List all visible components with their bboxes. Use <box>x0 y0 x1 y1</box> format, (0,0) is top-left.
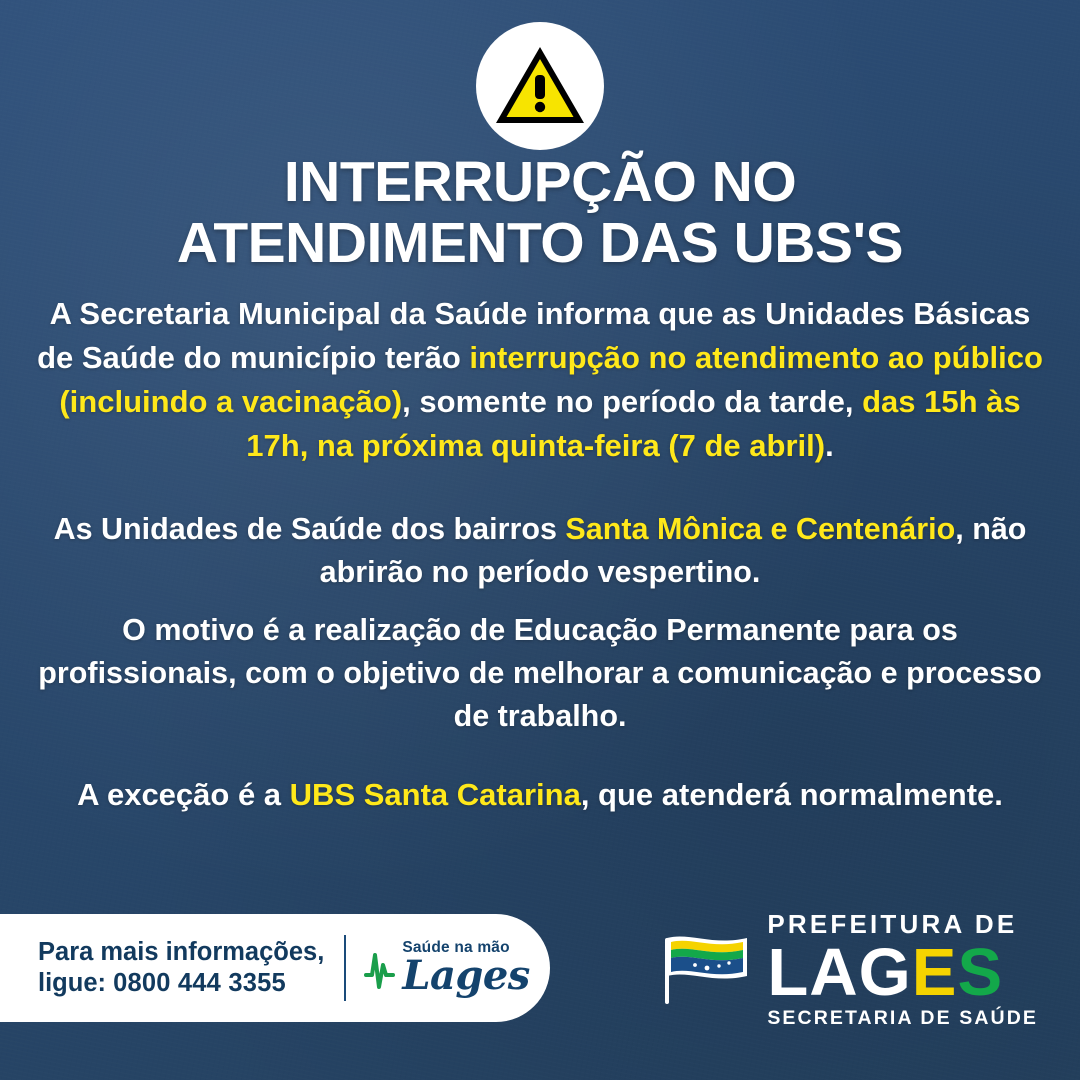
brand-wordmark <box>402 938 530 1000</box>
paragraph-1-highlight-1: interrupção no atendimento ao público (incluindo a vacinação) <box>59 340 1043 420</box>
contact-text <box>38 937 324 999</box>
paragraph-1-part-2: , somente no período da tarde, <box>402 384 863 420</box>
paragraph-1-highlight-2: das 15h às 17h, na próxima quinta-feira (7 de abril) <box>246 384 1021 464</box>
paragraph-4 <box>36 773 1044 817</box>
contact-line-2 <box>38 968 324 999</box>
paragraph-4-part-1: A exceção é a <box>77 776 290 812</box>
contact-phone: 0800 444 3355 <box>113 969 286 997</box>
paragraph-2-part-2: , não abrirão no período vespertino. <box>319 512 1027 590</box>
pill-divider <box>344 935 346 1001</box>
headline-line-1: INTERRUPÇÃO NO <box>283 150 797 214</box>
headline-line-2: ATENDIMENTO DAS UBS'S <box>176 210 904 275</box>
paragraph-2-part-1: As Unidades de Saúde dos bairros <box>53 512 566 547</box>
contact-line-2-label: ligue: <box>38 969 114 997</box>
warning-icon-badge <box>476 22 604 150</box>
gov-city-name <box>767 934 1038 1010</box>
gov-top-label: PREFEITURA DE <box>767 908 1018 939</box>
gov-city-part-1: LAG <box>767 934 912 1010</box>
gov-wordmark <box>767 908 1038 1029</box>
brand-name: Lages <box>402 952 530 1000</box>
paragraph-4-part-2: , que atenderá normalmente. <box>580 776 1003 812</box>
paragraph-2 <box>36 508 1044 595</box>
gov-city-part-2: S <box>957 934 1004 1010</box>
contact-info-pill <box>0 914 550 1022</box>
paragraph-1-part-3: . <box>825 428 834 464</box>
page-title <box>0 152 1080 274</box>
body-copy <box>0 292 1080 817</box>
prefeitura-lages-logo <box>661 908 1038 1029</box>
paragraph-4-highlight-1: UBS Santa Catarina <box>289 776 581 812</box>
gov-department-label: SECRETARIA DE SAÚDE <box>767 1006 1038 1029</box>
brand-tagline: Saúde na mão <box>402 938 510 956</box>
warning-triangle-icon <box>492 43 588 129</box>
lages-flag-icon <box>661 932 753 1006</box>
contact-line-1: Para mais informações, <box>38 937 325 966</box>
paragraph-3: O motivo é a realização de Educação Permanente para os profissionais, com o objetivo de melhorar a comunicação e processo de trabalho. <box>38 612 1042 734</box>
gov-city-letter-e: E <box>911 934 958 1010</box>
saude-na-mao-logo <box>362 935 529 1002</box>
paragraph-1-part-1: A Secretaria Municipal da Saúde informa que as Unidades Básicas de Saúde do município terão <box>37 296 1031 376</box>
paragraph-2-highlight-1: Santa Mônica e Centenário <box>565 512 956 547</box>
paragraph-1 <box>36 292 1044 468</box>
heartbeat-icon <box>362 935 396 1002</box>
